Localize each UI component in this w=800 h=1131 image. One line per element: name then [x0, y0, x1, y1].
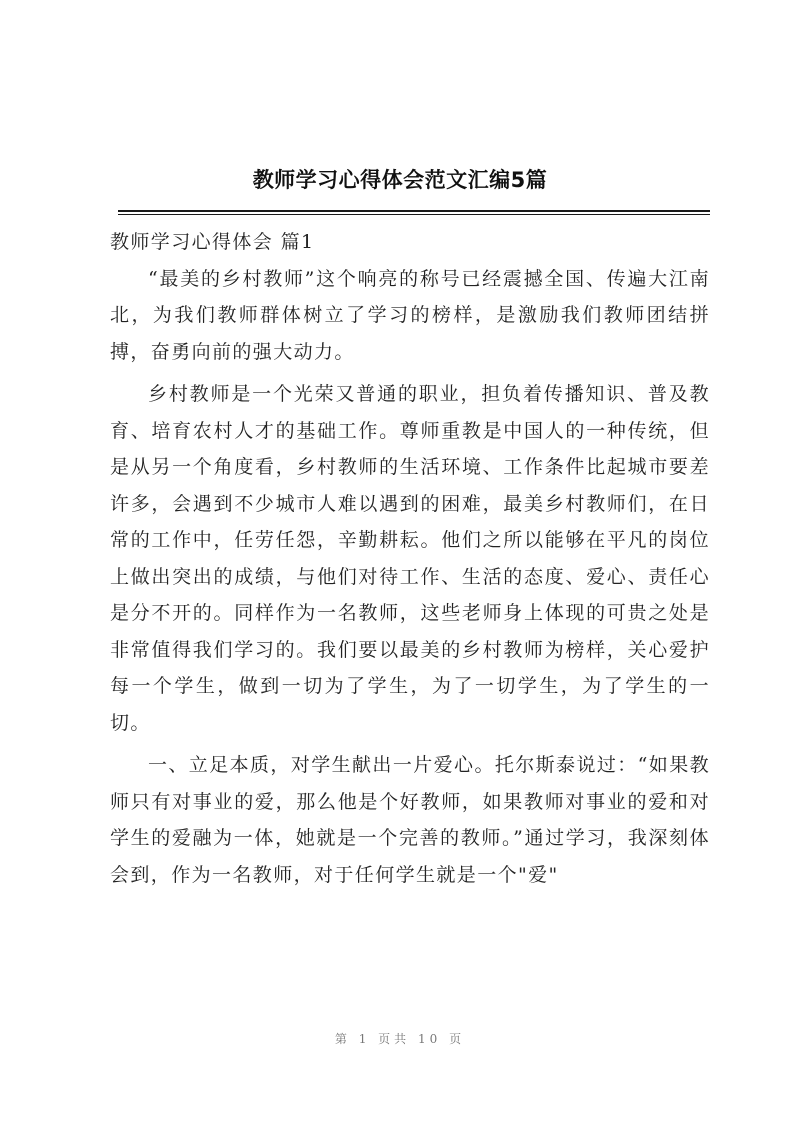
document-title: 教师学习心得体会范文汇编5篇 [252, 168, 548, 192]
paragraph-3: 一、立足本质，对学生献出一片爱心。托尔斯泰说过：“如果教师只有对事业的爱，那么他是个好教师，如果教师对事业的爱和对学生的爱融为一体，她就是一个完善的教师。”通过学习，我深刻体会到，作为一名教师，对于任何学生就是一个"爱" [110, 754, 710, 886]
title-divider-thin [118, 214, 710, 215]
paragraph-1: “最美的乡村教师”这个响亮的称号已经震撼全国、传遍大江南北，为我们教师群体树立了学习的榜样，是激励我们教师团结拼搏，奋勇向前的强大动力。 [110, 267, 710, 363]
paragraph-2: 乡村教师是一个光荣又普通的职业，担负着传播知识、普及教育、培育农村人才的基础工作。尊师重教是中国人的一种传统，但是从另一个角度看，乡村教师的生活环境、工作条件比起城市要差许多，会遇到不少城市人难以遇到的困难，最美乡村教师们，在日常的工作中，任劳任怨，辛勤耕耘。他们之所以能够在平凡的岗位上做出突出的成绩，与他们对待工作、生活的态度、爱心、责任心是分不开的。同样作为一名教师，这些老师身上体现的可贵之处是非常值得我们学习的。我们要以最美的乡村教师为榜样，关心爱护每一个学生，做到一切为了学生，为了一切学生，为了学生的一切。 [110, 383, 710, 734]
title-divider-thick [118, 210, 710, 212]
page-footer: 第 1 页共 10 页 [334, 1032, 466, 1046]
section-heading: 教师学习心得体会 篇1 [110, 231, 315, 253]
document-body [110, 224, 710, 893]
